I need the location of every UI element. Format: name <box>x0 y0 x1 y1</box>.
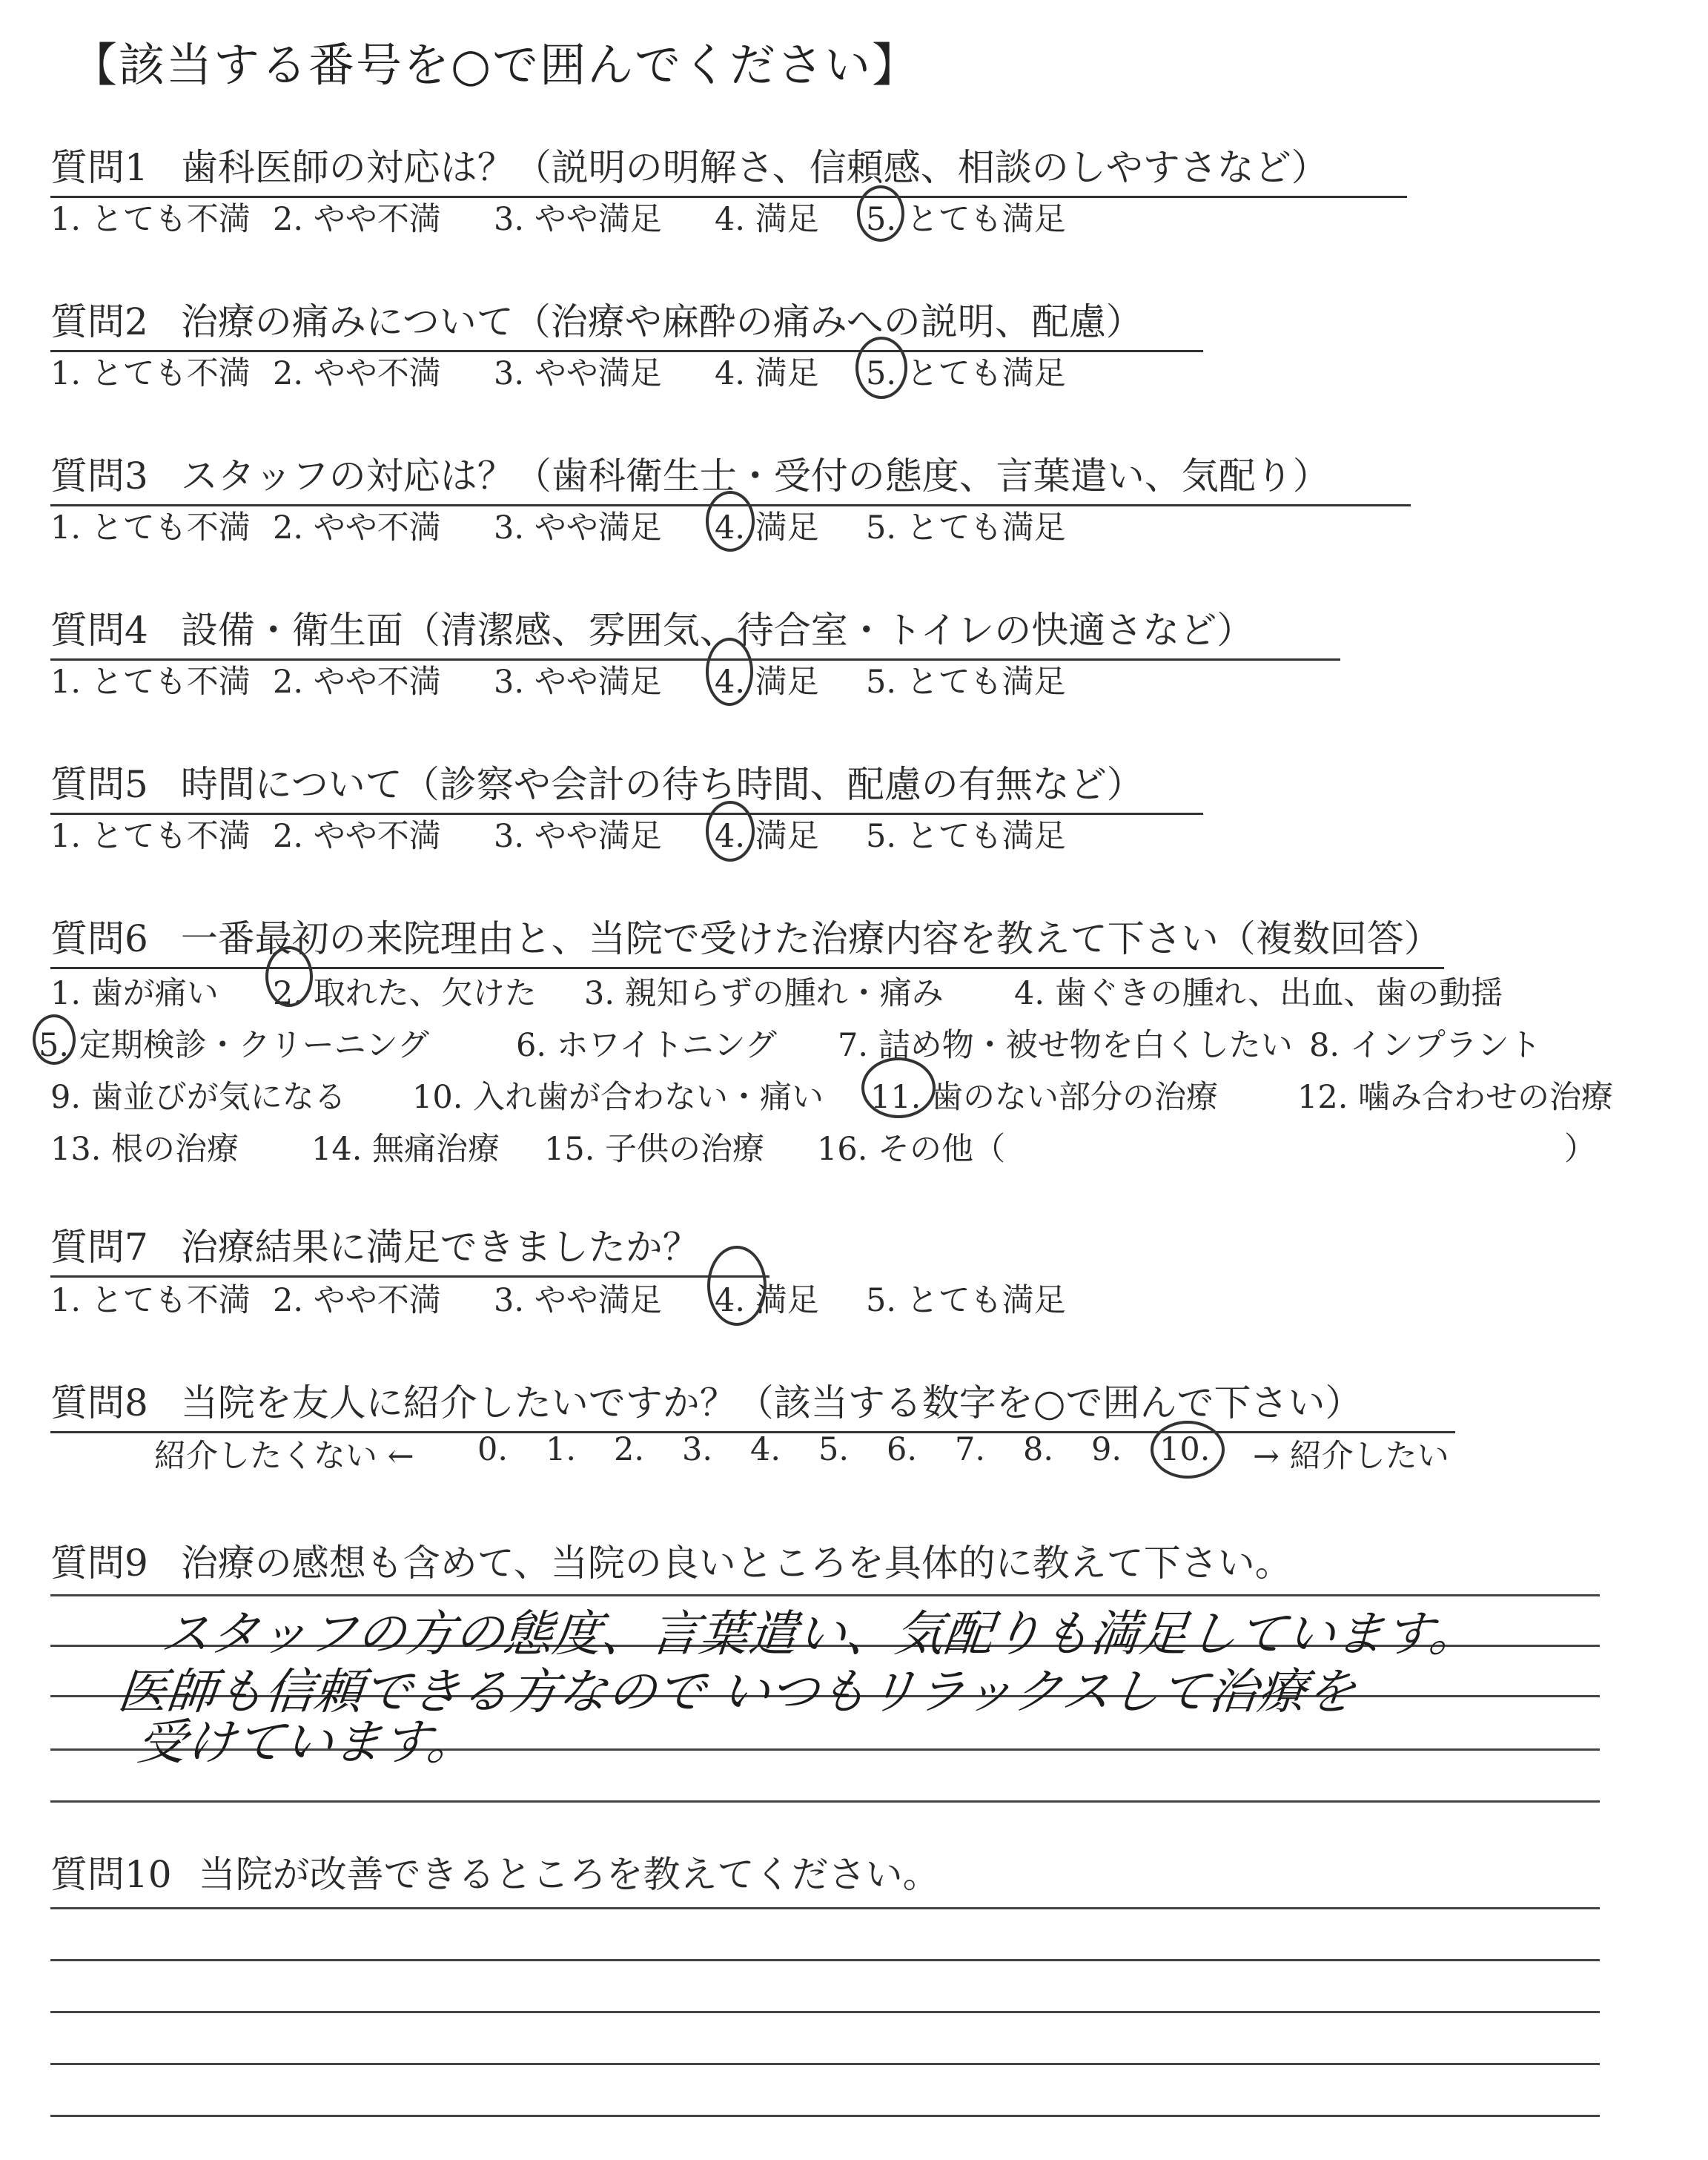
q8-score-6[interactable]: 6. <box>887 1431 918 1468</box>
q6-option-3[interactable]: 3. 親知らずの腫れ・痛み <box>584 975 944 1012</box>
q1-option-4[interactable]: 4. 満足 <box>715 201 819 238</box>
q10-answer-rule-1 <box>50 1907 1600 1909</box>
q6-option-16[interactable]: 16. その他（ <box>817 1131 1006 1168</box>
question-3-options <box>50 503 1110 548</box>
q6-option-4[interactable]: 4. 歯ぐきの腫れ、出血、歯の動揺 <box>1014 975 1503 1012</box>
q2-option-1[interactable]: 1. とても不満 <box>50 355 251 392</box>
question-10-title <box>50 1845 940 1898</box>
q3-option-2[interactable]: 2. やや不満 <box>273 509 441 546</box>
question-6-row-3 <box>50 1072 1623 1117</box>
q8-score-1[interactable]: 1. <box>546 1431 577 1468</box>
q3-option-1[interactable]: 1. とても不満 <box>50 509 251 546</box>
question-6-title <box>50 909 1444 969</box>
question-2-text: 治療の痛みについて（治療や麻酔の痛みへの説明、配慮） <box>180 300 1143 343</box>
question-4-number: 質問4 <box>50 609 148 652</box>
question-8-number: 質問8 <box>50 1381 148 1424</box>
q6-option-2[interactable]: 2. 取れた、欠けた <box>273 968 584 1014</box>
question-4-options <box>50 657 1110 702</box>
q5-option-3[interactable]: 3. やや満足 <box>494 818 662 855</box>
q5-option-2[interactable]: 2. やや不満 <box>273 818 441 855</box>
q6-option-6[interactable]: 6. ホワイトニング <box>516 1027 777 1064</box>
question-2-number: 質問2 <box>50 300 148 343</box>
question-4-text: 設備・衛生面（清潔感、雰囲気、待合室・トイレの快適さなど） <box>180 609 1254 652</box>
q8-score-9[interactable]: 9. <box>1091 1431 1122 1468</box>
q8-score-10[interactable]: 10. <box>1159 1431 1253 1476</box>
question-8-text: 当院を友人に紹介したいですか？（該当する数字を○で囲んで下さい） <box>180 1381 1363 1424</box>
page-header: 【該当する番号を○で囲んでください】 <box>71 38 920 92</box>
q1-option-3[interactable]: 3. やや満足 <box>494 201 662 238</box>
question-3-text: スタッフの対応は？（歯科衛生士・受付の態度、言葉遣い、気配り） <box>180 455 1330 498</box>
question-7-options <box>50 1275 1110 1321</box>
q6-option-10[interactable]: 10. 入れ歯が合わない・痛い <box>412 1079 824 1116</box>
q10-answer-rule-2 <box>50 1959 1600 1961</box>
q8-score-4[interactable]: 4. <box>750 1431 781 1468</box>
question-5-options <box>50 811 1110 856</box>
q1-option-1[interactable]: 1. とても不満 <box>50 201 251 238</box>
q5-option-5[interactable]: 5. とても満足 <box>866 818 1066 855</box>
q8-right-label: → 紹介したい <box>1253 1438 1449 1475</box>
q2-option-5[interactable]: 5. とても満足 <box>866 349 1110 394</box>
question-1-title <box>50 138 1407 198</box>
q6-option-1[interactable]: 1. 歯が痛い <box>50 975 219 1012</box>
question-6-text: 一番最初の来院理由と、当院で受けた治療内容を教えて下さい（複数回答） <box>180 917 1441 960</box>
question-2-options <box>50 349 1110 394</box>
q9-answer-rule-5 <box>50 1800 1600 1803</box>
q8-score-2[interactable]: 2. <box>614 1431 645 1468</box>
question-1-options <box>50 194 1110 240</box>
q6-option-5[interactable]: 5. 定期検診・クリーニング <box>39 1020 516 1066</box>
q9-handwritten-line-2: 医師も信頼できる方なので いつもリラックスして治療を <box>115 1663 1359 1720</box>
q7-option-4[interactable]: 4. 満足 <box>715 1275 866 1321</box>
q10-answer-rule-3 <box>50 2011 1600 2013</box>
question-9-text: 治療の感想も含めて、当院の良いところを具体的に教えて下さい。 <box>180 1542 1292 1585</box>
question-7-text: 治療結果に満足できましたか？ <box>180 1226 700 1269</box>
q6-option-8[interactable]: 8. インプラント <box>1309 1027 1541 1064</box>
q10-answer-rule-5 <box>50 2115 1600 2117</box>
q6-option-16-close: ） <box>1564 1131 1596 1168</box>
question-8-title <box>50 1373 1455 1433</box>
q4-option-5[interactable]: 5. とても満足 <box>866 664 1066 701</box>
q2-option-3[interactable]: 3. やや満足 <box>494 355 662 392</box>
q7-option-3[interactable]: 3. やや満足 <box>494 1282 662 1319</box>
q5-option-4[interactable]: 4. 満足 <box>715 811 866 856</box>
question-3-title <box>50 446 1411 506</box>
q3-option-5[interactable]: 5. とても満足 <box>866 509 1066 546</box>
question-4-title <box>50 601 1340 661</box>
question-9-title <box>50 1533 1292 1587</box>
question-2-title <box>50 292 1203 352</box>
q3-option-4[interactable]: 4. 満足 <box>715 503 866 548</box>
question-1-text: 歯科医師の対応は？（説明の明解さ、信頼感、相談のしやすさなど） <box>180 146 1328 189</box>
q2-option-4[interactable]: 4. 満足 <box>715 355 819 392</box>
q9-handwritten-line-1: スタッフの方の態度、言葉遣い、気配りも満足しています。 <box>158 1605 1482 1662</box>
q4-option-4[interactable]: 4. 満足 <box>715 657 866 702</box>
q8-score-8[interactable]: 8. <box>1023 1431 1054 1468</box>
q6-option-9[interactable]: 9. 歯並びが気になる <box>50 1079 346 1116</box>
question-5-number: 質問5 <box>50 763 148 806</box>
q6-option-12[interactable]: 12. 噛み合わせの治療 <box>1297 1079 1614 1116</box>
q8-score-0[interactable]: 0. <box>477 1431 509 1468</box>
question-10-text: 当院が改善できるところを教えてください。 <box>198 1853 940 1896</box>
question-6-row-1 <box>50 968 1578 1014</box>
question-6-number: 質問6 <box>50 917 148 960</box>
q8-score-5[interactable]: 5. <box>818 1431 850 1468</box>
q7-option-1[interactable]: 1. とても不満 <box>50 1282 251 1319</box>
question-3-number: 質問3 <box>50 455 148 498</box>
q4-option-1[interactable]: 1. とても不満 <box>50 664 251 701</box>
q3-option-3[interactable]: 3. やや満足 <box>494 509 662 546</box>
q1-option-2[interactable]: 2. やや不満 <box>273 201 441 238</box>
q8-left-label: 紹介したくない ← <box>154 1438 414 1475</box>
q6-option-7[interactable]: 7. 詰め物・被せ物を白くしたい <box>838 1027 1293 1064</box>
q5-option-1[interactable]: 1. とても不満 <box>50 818 251 855</box>
q9-handwritten-line-3: 受けています。 <box>134 1714 480 1771</box>
q6-option-11[interactable]: 11. 歯のない部分の治療 <box>870 1072 1297 1117</box>
question-6-row-4 <box>50 1124 1596 1169</box>
question-5-text: 時間について（診察や会計の待ち時間、配慮の有無など） <box>180 763 1144 806</box>
q7-option-2[interactable]: 2. やや不満 <box>273 1282 441 1319</box>
question-7-number: 質問7 <box>50 1226 148 1269</box>
q4-option-3[interactable]: 3. やや満足 <box>494 664 662 701</box>
question-5-title <box>50 755 1203 815</box>
question-6-row-2 <box>39 1020 1576 1066</box>
q4-option-2[interactable]: 2. やや不満 <box>273 664 441 701</box>
question-8-scale <box>154 1431 1449 1476</box>
q6-option-14[interactable]: 14. 無痛治療 <box>311 1131 500 1168</box>
q1-option-5[interactable]: 5. とても満足 <box>866 194 1110 240</box>
q8-score-3[interactable]: 3. <box>682 1431 713 1468</box>
q6-option-15[interactable]: 15. 子供の治療 <box>544 1131 765 1168</box>
question-9-number: 質問9 <box>50 1542 148 1585</box>
question-1-number: 質問1 <box>50 146 148 189</box>
q2-option-2[interactable]: 2. やや不満 <box>273 355 441 392</box>
q8-score-7[interactable]: 7. <box>955 1431 986 1468</box>
question-7-title <box>50 1218 769 1278</box>
question-10-number: 質問10 <box>50 1853 172 1896</box>
q6-option-13[interactable]: 13. 根の治療 <box>50 1131 239 1168</box>
q10-answer-rule-4 <box>50 2063 1600 2065</box>
q7-option-5[interactable]: 5. とても満足 <box>866 1282 1066 1319</box>
